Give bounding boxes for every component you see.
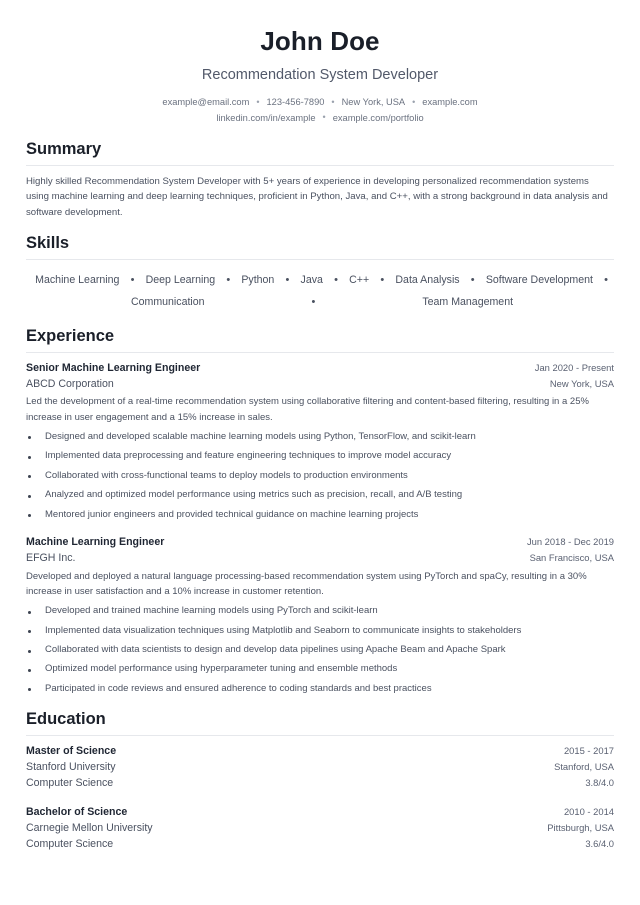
education-entry-header [26,805,614,821]
section-title-skills: Skills [26,234,70,253]
contact-line-primary [26,95,614,110]
education-entry-detail [26,776,614,792]
job-date-range: Jun 2018 - Dec 2019 [526,536,614,548]
section-summary [26,140,614,220]
experience-entry-subheader [26,377,614,393]
skill-item: Python [241,274,275,287]
contact-item[interactable]: linkedin.com/in/example [216,112,316,123]
institution-name: Stanford University [26,761,116,774]
section-divider [26,259,614,260]
contact-separator: • [412,97,416,108]
job-date-range: Jan 2020 - Present [534,361,614,373]
section-divider [26,735,614,736]
education-date-range: 2010 - 2014 [563,805,614,817]
section-divider [26,165,614,166]
skill-item: C++ [349,274,370,287]
candidate-headline: Recommendation System Developer [201,67,439,84]
degree-name: Bachelor of Science [26,805,128,818]
section-title-education: Education [26,710,106,729]
contact-separator: • [256,97,260,108]
section-title-experience: Experience [26,326,115,345]
experience-entry-header [26,535,614,551]
section-title-summary: Summary [26,139,102,158]
education-date-range: 2015 - 2017 [563,745,614,757]
contact-item[interactable]: example.com [422,97,478,108]
gpa-value: 3.8/4.0 [585,776,614,788]
job-bullet: Analyzed and optimized model performance using metrics such as precision, recall, and A/B testing [26,488,614,502]
candidate-name: John Doe [260,26,380,56]
job-bullet: Collaborated with cross-functional teams to deploy models to production environments [26,469,614,483]
experience-entry [26,361,614,522]
skill-separator: • [226,274,231,287]
field-of-study: Computer Science [26,837,114,850]
gpa-value: 3.6/4.0 [585,837,614,849]
skill-item: Communication [130,295,205,308]
resume-header [26,18,614,126]
education-entry [26,805,614,853]
contact-separator: • [322,112,326,123]
section-skills [26,234,614,313]
company-name: ABCD Corporation [26,377,114,390]
contact-item[interactable]: 123-456-7890 [266,97,325,108]
degree-name: Master of Science [26,745,117,758]
education-entry-detail [26,837,614,853]
experience-entry-subheader [26,551,614,567]
job-bullet: Implemented data preprocessing and feature engineering techniques to improve model accuracy [26,449,614,463]
contact-item[interactable]: example@email.com [162,97,250,108]
education-location: Pittsburgh, USA [547,821,614,833]
section-experience [26,327,614,696]
job-bullet: Collaborated with data scientists to design and develop data pipelines using Apache Beam and Apache Spark [26,643,614,657]
skill-item: Software Development [485,274,593,287]
skill-separator: • [334,274,338,287]
skill-item: Machine Learning [35,274,120,287]
contact-separator: • [331,97,335,108]
contact-item[interactable]: New York, USA [341,97,406,108]
contact-line-secondary [26,111,614,126]
section-education [26,710,614,852]
experience-entry [26,535,614,696]
job-bullet: Mentored junior engineers and provided technical guidance on machine learning projects [26,508,614,522]
job-bullet: Developed and trained machine learning models using PyTorch and scikit-learn [26,604,614,618]
job-title: Senior Machine Learning Engineer [26,361,201,374]
institution-name: Carnegie Mellon University [26,821,153,834]
skill-separator: • [380,274,385,287]
job-bullet-list [26,604,614,696]
skill-separator: • [130,274,135,287]
field-of-study: Computer Science [26,776,114,789]
education-entry-header [26,744,614,760]
contact-item[interactable]: example.com/portfolio [332,112,424,123]
skill-separator: • [604,274,609,287]
job-bullet: Designed and developed scalable machine learning models using Python, TensorFlow, and scikit-learn [26,430,614,444]
section-divider [26,352,614,353]
education-entry-subheader [26,821,614,837]
job-location: New York, USA [549,377,614,389]
experience-list [26,361,614,697]
job-bullet: Participated in code reviews and ensured adherence to coding standards and best practices [26,682,614,696]
education-list [26,744,614,852]
job-bullet: Implemented data visualization techniques using Matplotlib and Seaborn to communicate insights to stakeholders [26,624,614,638]
skill-item: Java [300,274,323,287]
job-title: Machine Learning Engineer [26,536,165,549]
skill-separator: • [470,274,475,287]
skill-item: Deep Learning [145,274,216,287]
experience-entry-header [26,361,614,377]
skill-separator: • [285,274,290,287]
job-description: Led the development of a real-time recommendation system using collaborative filtering and content-based filtering, resulting in a 25% increase in user engagement and a 15% increase in sales. [26,396,589,423]
job-description: Developed and deployed a natural language processing-based recommendation system using PyTorch and spaCy, resulting in a 30% increase in user satisfaction and a 10% increase in customer retention. [26,570,587,597]
skills-list [26,268,614,313]
education-entry-subheader [26,760,614,776]
job-bullet-list [26,430,614,522]
job-bullet: Optimized model performance using hyperparameter tuning and ensemble methods [26,662,614,676]
company-name: EFGH Inc. [26,551,76,564]
skill-separator: • [311,295,316,308]
summary-text: Highly skilled Recommendation System Developer with 5+ years of experience in developing personalized recommendation systems using machine learning and deep learning techniques, proficient in Python, Java, and C++, with a strong background in data analysis and software development. [26,175,608,218]
job-location: San Francisco, USA [529,551,614,563]
skill-item: Data Analysis [395,274,460,287]
skill-item: Team Management [422,295,514,308]
education-location: Stanford, USA [554,761,614,773]
education-entry [26,744,614,792]
